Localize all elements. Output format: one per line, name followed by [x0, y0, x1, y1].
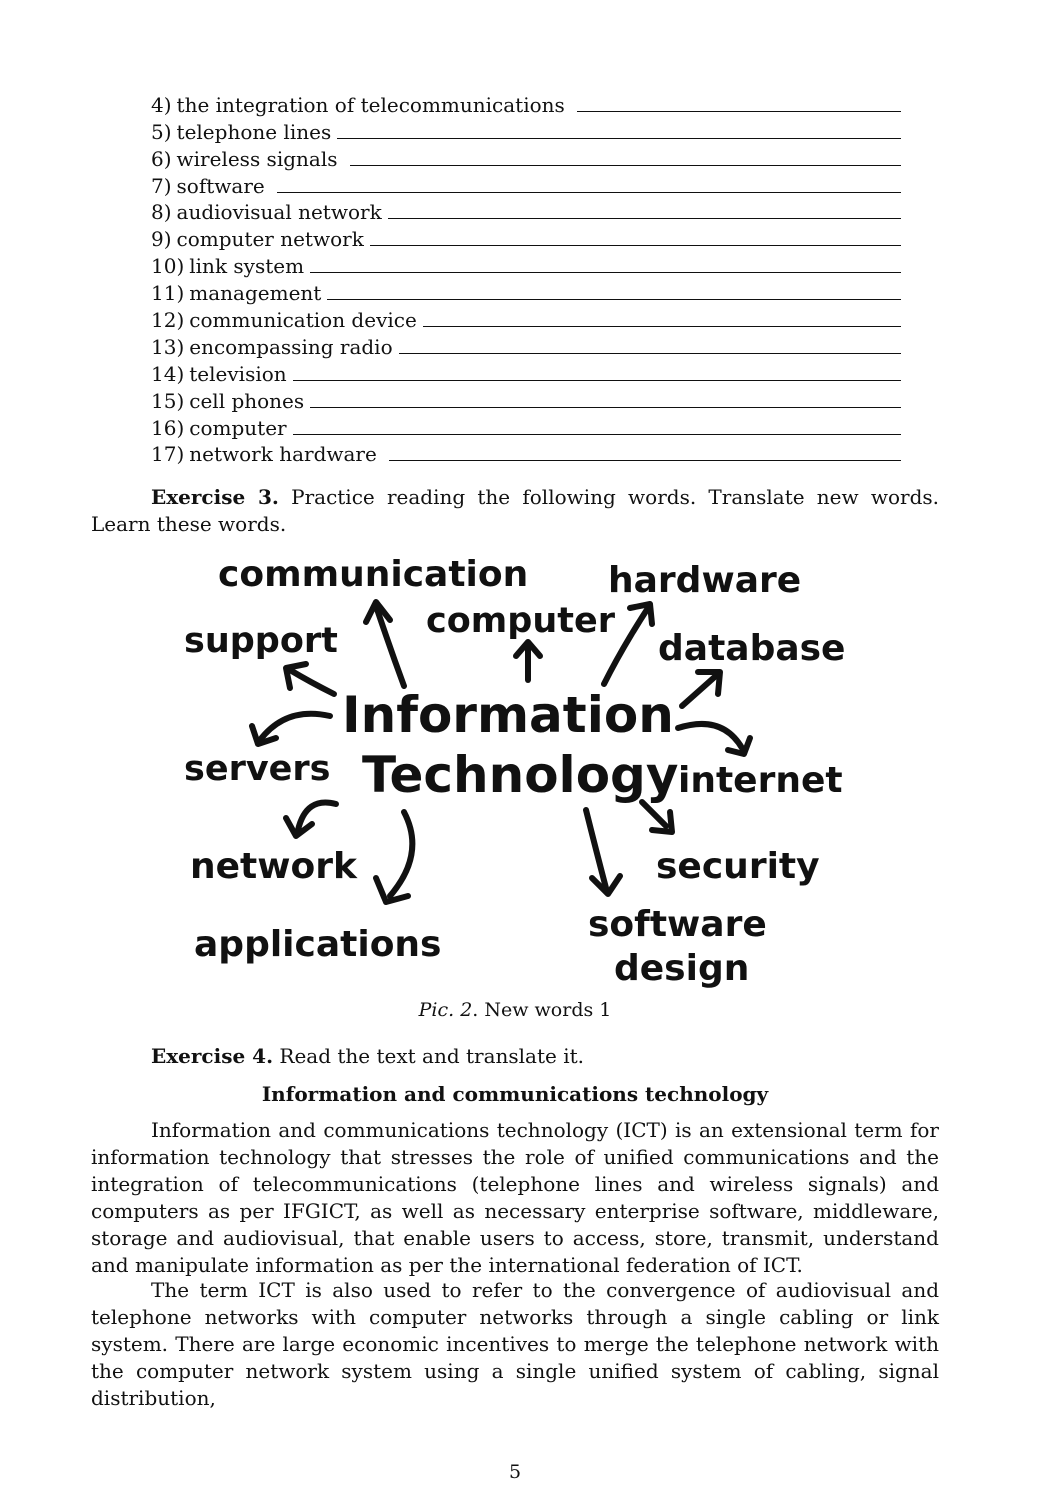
vocabulary-list: [151, 91, 901, 467]
item-label: audiovisual network: [176, 200, 382, 225]
answer-blank: [310, 272, 901, 273]
page-number: 5: [508, 1461, 522, 1483]
caption-text: . New words 1: [472, 999, 612, 1021]
list-item: [151, 333, 901, 360]
item-label: television: [189, 361, 287, 386]
answer-blank: [350, 165, 901, 166]
arrow-icon: [678, 724, 750, 754]
body-paragraph: [91, 1117, 939, 1279]
list-item: [151, 387, 901, 414]
arrow-icon: [366, 602, 404, 686]
exercise-4-text: Read the text and translate it.: [273, 1044, 584, 1068]
item-number: 11): [151, 281, 185, 306]
list-item: [151, 172, 901, 199]
item-number: 8): [151, 200, 172, 225]
list-item: [151, 225, 901, 252]
answer-blank: [310, 407, 901, 408]
item-label: telephone lines: [176, 119, 332, 144]
paragraph-1-text: Information and communications technology (ICT) is an extensional term for information technology that stresses the role of unified communications and the integration of telecommunications (telephone lines and wireless signals) and computers as per IFGICT, as well as necessary enterprise software, middleware, storage and audiovisual, that enable users to access, store, transmit, understand and manipulate information as per the international federation of ICT.: [91, 1118, 939, 1277]
list-item: [151, 306, 901, 333]
item-label: software: [176, 173, 272, 198]
list-item: [151, 199, 901, 226]
word-internet: internet: [678, 760, 843, 801]
arrow-icon: [586, 810, 620, 894]
exercise-3-instruction: [91, 484, 939, 538]
list-item: [151, 360, 901, 387]
arrow-icon: [682, 672, 720, 706]
word-software: software: [588, 904, 767, 945]
center-technology: Technology: [362, 746, 679, 804]
item-number: 7): [151, 173, 172, 198]
item-label: link system: [189, 254, 305, 279]
answer-blank: [327, 299, 901, 300]
word-network: network: [190, 846, 357, 887]
word-servers: servers: [184, 749, 331, 789]
answer-blank: [370, 245, 901, 246]
center-information: Information: [342, 686, 674, 744]
item-number: 16): [151, 415, 185, 440]
list-item: [151, 91, 901, 118]
item-number: 4): [151, 92, 172, 117]
item-number: 9): [151, 227, 172, 252]
item-number: 14): [151, 361, 185, 386]
exercise-3-text: Practice reading the following words. Translate new words. Learn these words.: [91, 485, 940, 536]
list-item: [151, 441, 901, 468]
item-number: 17): [151, 442, 185, 467]
arrow-icon: [286, 664, 334, 694]
word-support: support: [184, 621, 338, 661]
exercise-4-label: Exercise 4.: [151, 1044, 274, 1068]
word-computer: computer: [426, 601, 615, 641]
item-number: 12): [151, 308, 185, 333]
item-number: 13): [151, 334, 185, 359]
word-hardware: hardware: [608, 560, 802, 601]
item-label: computer: [189, 415, 287, 440]
word-design: design: [614, 948, 750, 989]
list-item: [151, 252, 901, 279]
body-paragraph: [91, 1277, 939, 1412]
item-label: communication device: [189, 308, 417, 333]
answer-blank: [423, 326, 901, 327]
item-number: 6): [151, 146, 172, 171]
answer-blank: [399, 353, 901, 354]
arrow-icon: [516, 642, 540, 680]
list-item: [151, 279, 901, 306]
answer-blank: [577, 111, 901, 112]
item-label: the integration of telecommunications: [176, 92, 572, 117]
answer-blank: [337, 138, 901, 139]
list-item: [151, 118, 901, 145]
word-security: security: [656, 846, 820, 887]
word-database: database: [658, 628, 846, 669]
item-number: 5): [151, 119, 172, 144]
exercise-3-label: Exercise 3.: [151, 485, 279, 509]
figure-caption: [0, 999, 1030, 1021]
item-label: encompassing radio: [189, 334, 393, 359]
list-item: [151, 414, 901, 441]
item-label: computer network: [176, 227, 364, 252]
word-communication: communication: [218, 554, 529, 595]
caption-label: Pic. 2: [418, 999, 473, 1021]
answer-blank: [293, 434, 901, 435]
item-number: 15): [151, 388, 185, 413]
item-label: management: [189, 281, 322, 306]
exercise-4-instruction: [91, 1043, 939, 1070]
information-technology-word-cloud: [176, 548, 856, 1000]
section-heading: Information and communications technology: [261, 1082, 769, 1106]
item-label: network hardware: [189, 442, 384, 467]
arrow-icon: [252, 714, 330, 744]
answer-blank: [293, 380, 901, 381]
item-number: 10): [151, 254, 185, 279]
paragraph-2-text: The term ICT is also used to refer to the convergence of audiovisual and telephone networks with computer networks through a single cabling or link system. There are large economic incentives to merge the telephone network with the computer network system using a single unified system of cabling, signal distribution,: [91, 1278, 939, 1410]
arrow-icon: [642, 802, 672, 832]
answer-blank: [277, 192, 901, 193]
item-label: wireless signals: [176, 146, 344, 171]
arrow-icon: [286, 802, 336, 836]
answer-blank: [388, 218, 901, 219]
list-item: [151, 145, 901, 172]
item-label: cell phones: [189, 388, 305, 413]
word-applications: applications: [194, 924, 442, 965]
answer-blank: [389, 460, 901, 461]
arrow-icon: [376, 812, 412, 902]
